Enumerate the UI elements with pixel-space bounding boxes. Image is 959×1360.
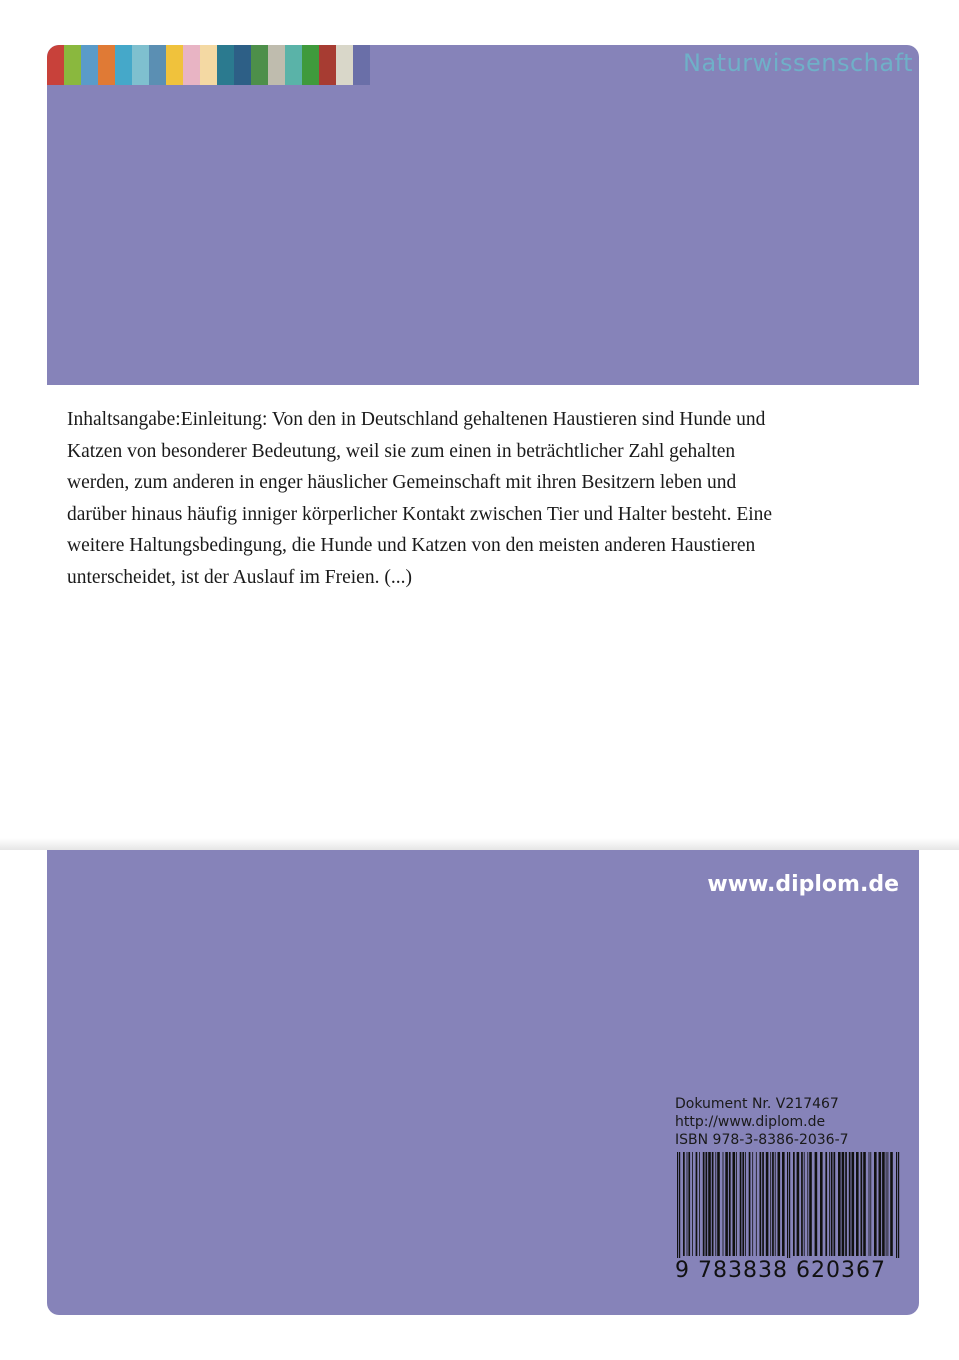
barcode-guard [789,1152,790,1272]
document-url: http://www.diplom.de [675,1114,826,1130]
barcode-bar [845,1152,847,1256]
barcode-bar [804,1152,805,1256]
barcode-bar [733,1152,736,1256]
color-stripe [149,45,166,85]
barcode-bar [725,1152,728,1256]
barcode-bar [745,1152,746,1256]
barcode-bar [861,1152,863,1256]
barcode-guard [679,1152,680,1272]
barcode-bar [797,1152,800,1256]
barcode-bar [782,1152,785,1256]
barcode-bar [775,1152,776,1256]
color-stripe [81,45,98,85]
color-stripe [336,45,353,85]
barcode-bar [834,1152,836,1256]
barcode-bar [831,1152,833,1256]
barcode-bar [888,1152,889,1256]
barcode-bar [703,1152,705,1256]
barcode-guard [787,1152,788,1272]
isbn: ISBN 978-3-8386-2036-7 [675,1132,849,1148]
color-stripe [200,45,217,85]
barcode-guard [896,1152,897,1272]
barcode-bar [715,1152,716,1256]
color-stripe [183,45,200,85]
barcode-bar [820,1152,823,1256]
document-number: Dokument Nr. V217467 [675,1096,839,1112]
barcode-bar [752,1152,753,1256]
barcode-bar [756,1152,757,1256]
barcode-bar [770,1152,771,1256]
color-stripe [64,45,81,85]
barcode-bar [815,1152,818,1256]
barcode-digits: 9 783838 620367 [675,1258,901,1283]
color-stripe [285,45,302,85]
barcode-bar [760,1152,762,1256]
barcode-bar [717,1152,720,1256]
cover-bottom-panel [47,850,919,1315]
barcode-bar [729,1152,731,1256]
color-stripes [47,45,370,85]
barcode-bar [856,1152,859,1256]
barcode-bar [749,1152,751,1256]
barcode-guard [898,1152,899,1272]
barcode-bar [687,1152,688,1256]
barcode-bar [762,1152,764,1256]
cover-top-panel [47,45,919,385]
color-stripe [302,45,319,85]
barcode-bar [772,1152,774,1256]
barcode-bar [723,1152,724,1256]
barcode-bar [712,1152,714,1256]
barcode-bar [829,1152,830,1256]
barcode-bar [870,1152,871,1256]
barcode-bar [683,1152,685,1256]
barcode-bar [688,1152,690,1256]
barcode-bar [879,1152,882,1256]
barcode-bar [874,1152,877,1256]
book-blurb: Inhaltsangabe:Einleitung: Von den in Deutschland gehaltenen Haustieren sind Hunde und Katzen von besonderer Bedeutung, weil sie zum einen in beträchtlicher Zahl gehalten werden, zum anderen in enger häuslicher Gemeinschaft mit ihren Besitzern leben und darüber hinaus häufig inniger körperlicher Kontakt zwischen Tier und Halter besteht. Eine weitere Haltungsbedingung, die Hunde und Katzen von den meisten anderen Haustieren unterscheidet, ist der Auslauf im Freien. (...) [67,409,773,588]
document-info [675,1095,849,1149]
color-stripe [268,45,285,85]
barcode-bar [699,1152,700,1256]
color-stripe [98,45,115,85]
barcode-bar [869,1152,870,1256]
barcode-bar [793,1152,795,1256]
color-stripe [132,45,149,85]
publisher-website: www.diplom.de [707,872,899,897]
barcode-bar [882,1152,885,1256]
barcode-guard [677,1152,678,1272]
barcode [675,1152,901,1288]
color-stripe [353,45,370,85]
barcode-bar [890,1152,893,1256]
barcode-bar [740,1152,742,1256]
barcode-bar [708,1152,711,1256]
barcode-bar [692,1152,693,1256]
color-stripe [217,45,234,85]
divider [0,838,959,850]
barcode-bars [675,1152,901,1272]
color-stripe [234,45,251,85]
barcode-bar [778,1152,781,1256]
barcode-bar [736,1152,737,1256]
color-stripe [319,45,336,85]
barcode-bar [852,1152,855,1256]
barcode-bar [842,1152,845,1256]
color-stripe [115,45,132,85]
color-stripe [251,45,268,85]
barcode-bar [742,1152,744,1256]
color-stripe [166,45,183,85]
barcode-bar [849,1152,851,1256]
barcode-bar [807,1152,808,1256]
barcode-bar [825,1152,827,1256]
barcode-bar [696,1152,698,1256]
barcode-bar [838,1152,841,1256]
barcode-bar [766,1152,769,1256]
barcode-bar [809,1152,812,1256]
category-label: Naturwissenschaft [683,49,913,77]
barcode-bar [886,1152,887,1256]
barcode-bar [801,1152,803,1256]
barcode-bar [863,1152,866,1256]
barcode-bar [706,1152,708,1256]
color-stripe [47,45,64,85]
